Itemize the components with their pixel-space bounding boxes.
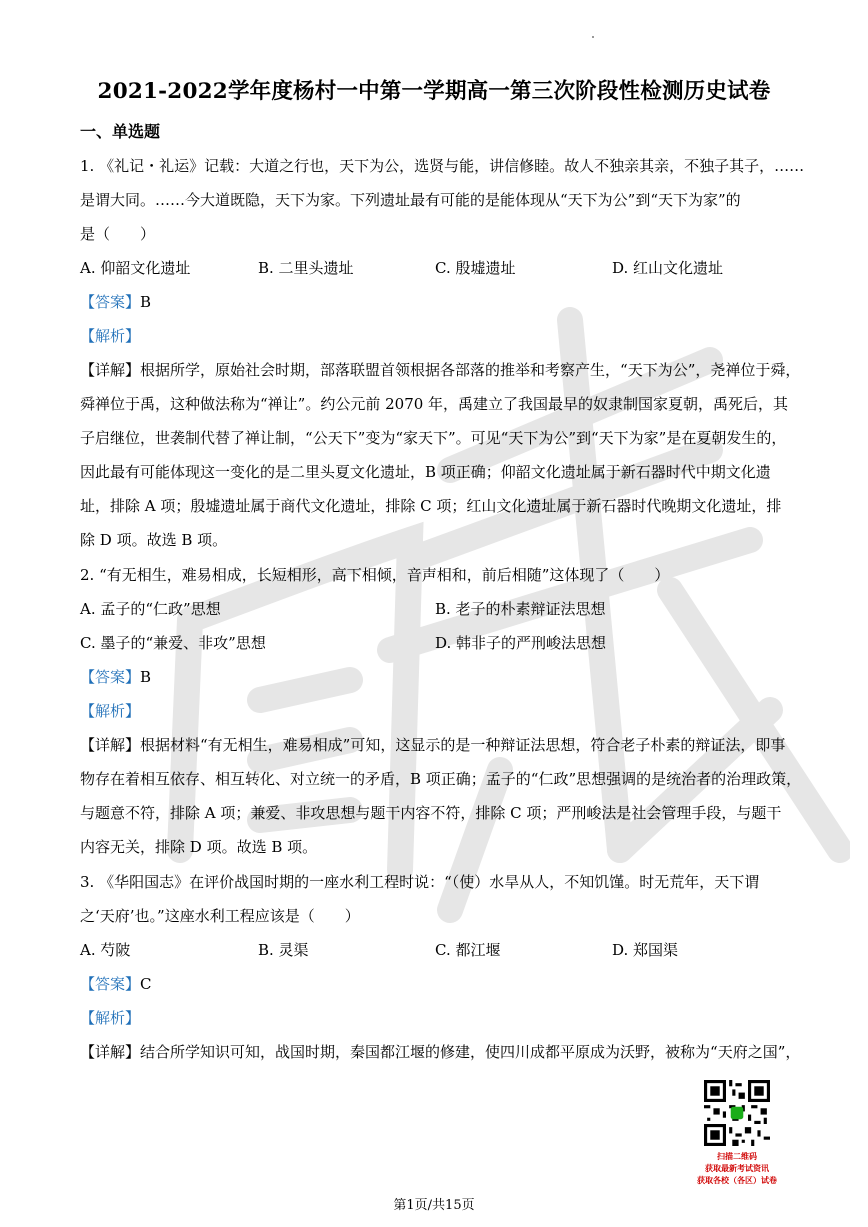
q1-detail-line-1 [80,359,800,380]
page-title: 2021-2022学年度杨村一中第一学期高一第三次阶段性检测历史试卷 [97,79,771,104]
answer-label: 【答案】 [80,975,141,993]
q3-stem-line-1: 3. 《华阳国志》在评价战国时期的一座水利工程时说：“（使）水旱从人，不知饥馑。时无荒年，天下谓 [80,873,760,891]
q1-detail-line-6: 除 D 项。故选 B 项。 [80,531,228,549]
qr-code-icon[interactable] [704,1080,770,1146]
q2-option-d: D. 韩非子的严刑峻法思想 [435,634,607,652]
q2-answer [80,666,151,687]
q1-option-a: A. 仰韶文化遗址 [80,259,191,277]
promo-line-1: 扫描二维码 [717,1152,757,1161]
q3-option-b: B. 灵渠 [258,941,309,959]
detail-text: 结合所学知识可知，战国时期，秦国都江堰的修建，使四川成都平原成为沃野，被称为“天府之国”， [140,1043,801,1061]
detail-label: 【详解】 [80,361,141,379]
q3-option-d: D. 郑国渠 [612,941,679,959]
promo-line-3: 获取各校（各区）试卷 [697,1176,777,1185]
detail-label: 【详解】 [80,1043,141,1061]
q2-detail-line-2: 物存在着相互依存、相互转化、对立统一的矛盾，B 项正确；孟子的“仁政”思想强调的是统治者的治理政策， [80,770,802,788]
detail-text: 根据材料“有无相生，难易相成”可知，这显示的是一种辩证法思想，符合老子朴素的辩证法，即事 [140,736,786,754]
page-footer: 第1页/共15页 [393,1198,475,1213]
answer-label: 【答案】 [80,668,141,686]
q3-answer [80,973,152,994]
q1-detail-line-5: 址，排除 A 项；殷墟遗址属于商代文化遗址，排除 C 项；红山文化遗址属于新石器时代晚期文化遗址，排 [80,497,782,515]
q1-option-c: C. 殷墟遗址 [435,259,516,277]
detail-text: 根据所学，原始社会时期，部落联盟首领根据各部落的推举和考察产生，“天下为公”，尧禅位于舜， [140,361,801,379]
q1-detail-line-3: 子启继位，世袭制代替了禅让制，“公天下”变为“家天下”。可见“天下为公”到“天下为家”是在夏朝发生的， [80,429,787,447]
q2-detail-line-1 [80,734,785,755]
section-heading: 一、单选题 [80,122,161,141]
q1-detail-line-2: 舜禅位于禹，这种做法称为“禅让”。约公元前 2070 年，禹建立了我国最早的奴隶制国家夏朝，禹死后，其 [80,395,789,413]
answer-value: B [140,293,152,311]
q1-analysis-label: 【解析】 [80,327,141,345]
q3-detail-line-1 [80,1041,800,1062]
q3-stem-line-2: 之‘天府’也。”这座水利工程应该是（ ） [80,907,360,925]
q1-detail-line-4: 因此最有可能体现这一变化的是二里头夏文化遗址，B 项正确；仰韶文化遗址属于新石器时代中期文化遗 [80,463,771,481]
q3-option-a: A. 芍陂 [80,941,131,959]
q2-detail-line-4: 内容无关，排除 D 项。故选 B 项。 [80,838,318,856]
q2-option-a: A. 孟子的“仁政”思想 [80,600,221,618]
q1-stem-line-1: 1. 《礼记・礼运》记载：大道之行也，天下为公，选贤与能，讲信修睦。故人不独亲其亲，不独子其子，…… [80,157,805,175]
q1-stem-line-3: 是（ ） [80,225,156,243]
answer-value: C [140,975,152,993]
scan-dot [592,36,594,38]
detail-label: 【详解】 [80,736,141,754]
q3-option-c: C. 都江堰 [435,941,501,959]
q2-detail-line-3: 与题意不符，排除 A 项；兼爱、非攻思想与题干内容不符，排除 C 项；严刑峻法是社会管理手段，与题干 [80,804,782,822]
q1-option-b: B. 二里头遗址 [258,259,354,277]
answer-value: B [140,668,152,686]
q2-option-c: C. 墨子的“兼爱、非攻”思想 [80,634,266,652]
q1-stem-line-2: 是谓大同。……今大道既隐，天下为家。下列遗址最有可能的是能体现从“天下为公”到“天下为家”的 [80,191,741,209]
q3-analysis-label: 【解析】 [80,1009,141,1027]
answer-label: 【答案】 [80,293,141,311]
q2-option-b: B. 老子的朴素辩证法思想 [435,600,606,618]
q2-analysis-label: 【解析】 [80,702,141,720]
q1-option-d: D. 红山文化遗址 [612,259,724,277]
promo-line-2: 获取最新考试资讯 [705,1164,769,1173]
q2-stem-line-1: 2. “有无相生，难易相成，长短相形，高下相倾，音声相和，前后相随”这体现了（ ） [80,566,670,584]
q1-answer [80,291,151,312]
